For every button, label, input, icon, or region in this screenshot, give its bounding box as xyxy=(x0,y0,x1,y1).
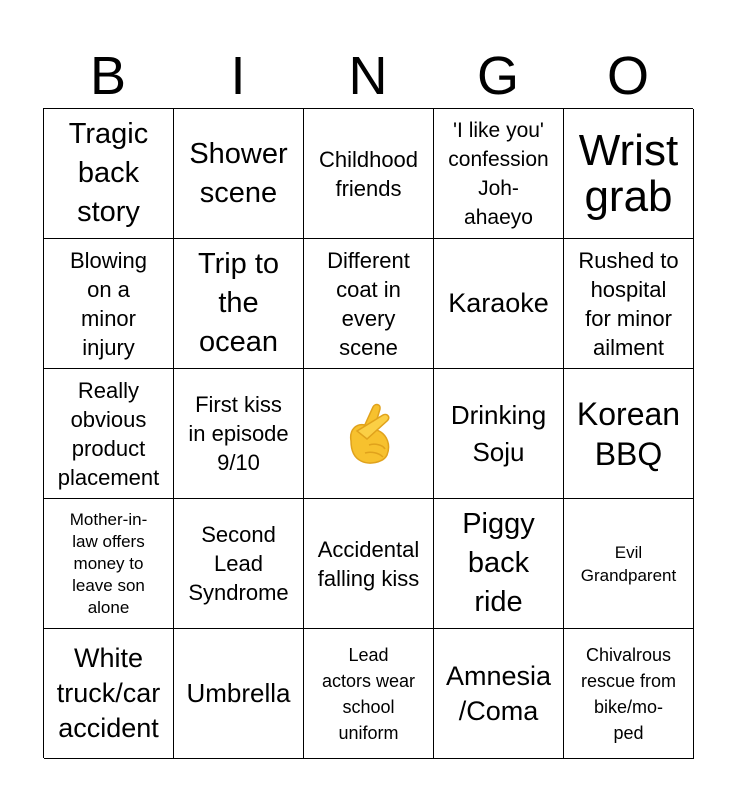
bingo-cell[interactable] xyxy=(564,109,694,239)
bingo-cell[interactable] xyxy=(564,369,694,499)
bingo-cell[interactable] xyxy=(434,239,564,369)
bingo-cell[interactable] xyxy=(174,499,304,629)
bingo-grid xyxy=(43,108,693,758)
cell-text: Karaoke xyxy=(448,288,549,318)
header-letter-o: O xyxy=(606,46,649,106)
bingo-cell[interactable] xyxy=(434,499,564,629)
cell-text: 'I like you' confession Joh- ahaeyo xyxy=(448,118,549,229)
cell-text: Childhood friends xyxy=(318,146,419,201)
cell-text: Piggy back ride xyxy=(462,508,535,618)
bingo-cell[interactable] xyxy=(304,109,434,239)
cell-text: Rushed to hospital for minor ailment xyxy=(578,247,679,360)
bingo-cell[interactable] xyxy=(174,369,304,499)
cell-text: Tragic back story xyxy=(68,118,149,228)
bingo-cell[interactable] xyxy=(304,499,434,629)
bingo-cell[interactable] xyxy=(44,109,174,239)
cell-text: Korean BBQ xyxy=(576,395,681,472)
bingo-cell[interactable] xyxy=(44,629,174,759)
bingo-cell[interactable] xyxy=(434,629,564,759)
header-letter-n: N xyxy=(348,46,388,106)
free-space-cell[interactable] xyxy=(304,369,434,499)
cell-text: Drinking Soju xyxy=(450,399,547,467)
cell-text: Evil Grandparent xyxy=(580,542,677,585)
cell-text: Lead actors wear school uniform xyxy=(321,644,416,743)
header-letter-g: G xyxy=(476,46,519,106)
bingo-cell[interactable] xyxy=(174,109,304,239)
bingo-cell[interactable] xyxy=(174,629,304,759)
cell-text: Accidental falling kiss xyxy=(317,536,420,591)
bingo-cell[interactable] xyxy=(434,369,564,499)
bingo-cell[interactable] xyxy=(44,239,174,369)
cell-text: Really obvious product placement xyxy=(57,377,160,490)
cell-text: Second Lead Syndrome xyxy=(188,522,289,605)
cell-text: Umbrella xyxy=(186,678,291,708)
cell-text: White truck/car accident xyxy=(56,643,161,743)
cell-text: Amnesia /Coma xyxy=(445,660,552,726)
cell-text: Mother-in- law offers money to leave son alone xyxy=(69,509,148,617)
cell-text: Chivalrous rescue from bike/mo- ped xyxy=(580,644,677,743)
cell-text: Wrist grab xyxy=(578,125,679,221)
cell-text: Different coat in every scene xyxy=(327,247,410,360)
bingo-cell[interactable] xyxy=(304,629,434,759)
cell-text: First kiss in episode 9/10 xyxy=(188,392,289,475)
bingo-cell[interactable] xyxy=(564,499,694,629)
cell-text: Blowing on a minor injury xyxy=(69,247,148,360)
bingo-cell[interactable] xyxy=(564,629,694,759)
bingo-cell[interactable] xyxy=(564,239,694,369)
cell-text: Trip to the ocean xyxy=(197,248,280,358)
bingo-cell[interactable] xyxy=(304,239,434,369)
bingo-cell[interactable] xyxy=(434,109,564,239)
bingo-header xyxy=(43,44,693,108)
cell-text: Shower scene xyxy=(189,137,288,209)
bingo-cell[interactable] xyxy=(174,239,304,369)
crossed-fingers-heart-icon xyxy=(339,401,399,467)
header-letter-i: I xyxy=(230,46,246,106)
bingo-cell[interactable] xyxy=(44,499,174,629)
bingo-cell[interactable] xyxy=(44,369,174,499)
header-letter-b: B xyxy=(89,46,127,106)
